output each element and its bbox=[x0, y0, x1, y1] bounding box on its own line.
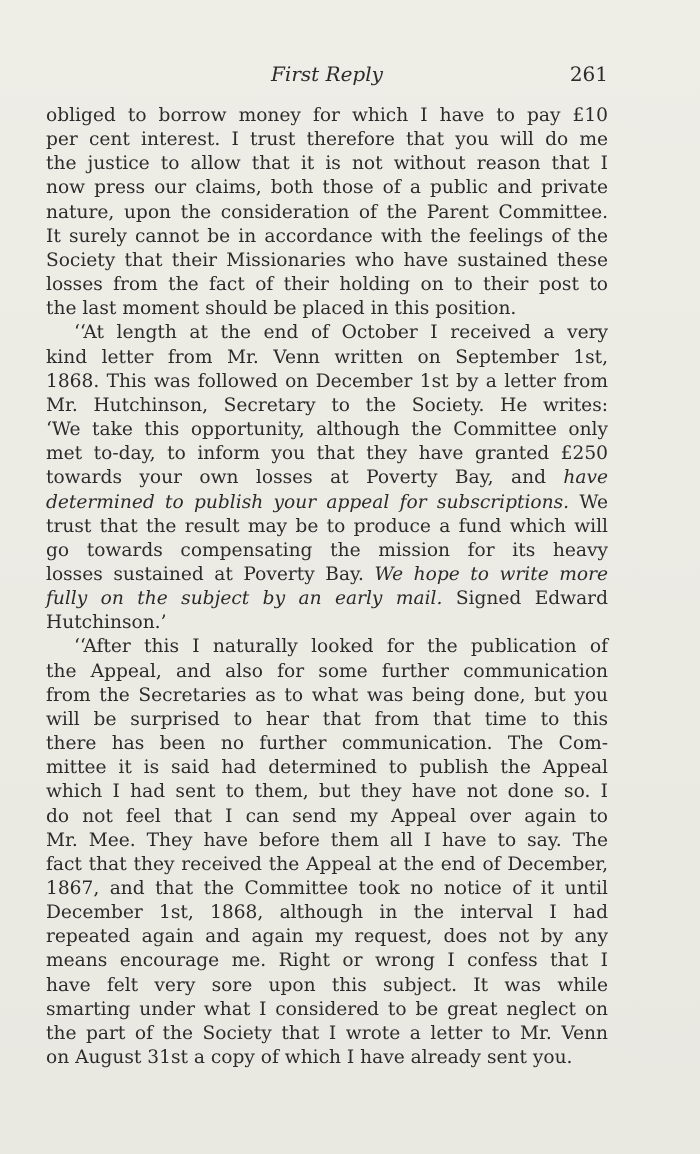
italic-segment: We hope to write more bbox=[374, 563, 608, 585]
text-line: smarting under what I considered to be great neglect on bbox=[46, 998, 608, 1020]
page-header bbox=[46, 62, 608, 92]
text-segment: towards your own losses at Poverty Bay, and bbox=[46, 467, 546, 489]
text-line: 1868. This was followed on December 1st by a letter from bbox=[46, 370, 608, 392]
text-segment: We bbox=[579, 491, 608, 513]
text-line: will be surprised to hear that from that time to this bbox=[46, 708, 608, 730]
text-line: obliged to borrow money for which I have to pay £10 bbox=[46, 105, 608, 126]
text-line: the part of the Society that I wrote a letter to Mr. Venn bbox=[46, 1022, 608, 1044]
italic-segment: have bbox=[563, 467, 608, 489]
text-line: on August 31st a copy of which I have already sent you. bbox=[46, 1047, 573, 1069]
text-line: the Appeal, and also for some further communication bbox=[46, 660, 608, 682]
text-line: nature, upon the consideration of the Parent Committee. bbox=[46, 201, 608, 223]
text-line: Mr. Mee. They have before them all I have to say. The bbox=[46, 829, 608, 851]
text-line: met to-day, to inform you that they have granted £250 bbox=[46, 443, 608, 465]
text-line: per cent interest. I trust therefore that you will do me bbox=[46, 129, 608, 151]
text-line: ‘‘After this I naturally looked for the publication of bbox=[74, 636, 608, 658]
text-line: losses from the fact of their holding on to their post to bbox=[46, 274, 608, 296]
text-line: the last moment should be placed in this position. bbox=[46, 298, 517, 320]
text-line: ‘‘At length at the end of October I received a very bbox=[74, 322, 608, 344]
text-line: now press our claims, both those of a public and private bbox=[46, 177, 608, 199]
text-line: repeated again and again my request, does not by any bbox=[46, 926, 608, 948]
text-line: mittee it is said had determined to publish the Appeal bbox=[46, 757, 608, 779]
text-line: there has been no further communication. The Com- bbox=[46, 733, 608, 755]
text-line: ‘We take this opportunity, although the Committee only bbox=[46, 419, 608, 441]
text-line: Hutchinson.’ bbox=[46, 612, 167, 634]
text-line: fact that they received the Appeal at the end of December, bbox=[46, 853, 608, 875]
page-number: 261 bbox=[569, 62, 608, 86]
text-line: December 1st, 1868, although in the interval I had bbox=[46, 902, 608, 924]
italic-segment: fully on the subject by an early mail. bbox=[46, 588, 443, 610]
running-title: First Reply bbox=[271, 62, 383, 86]
text-line: It surely cannot be in accordance with the feelings of the bbox=[46, 225, 608, 247]
text-line: kind letter from Mr. Venn written on September 1st, bbox=[46, 346, 608, 368]
text-line: 1867, and that the Committee took no notice of it until bbox=[46, 878, 608, 899]
text-line: the justice to allow that it is not without reason that I bbox=[46, 153, 608, 175]
text-line: trust that the result may be to produce a fund which will bbox=[46, 515, 608, 537]
text-line: from the Secretaries as to what was being done, but you bbox=[46, 684, 608, 706]
text-line: do not feel that I can send my Appeal over again to bbox=[46, 805, 608, 827]
body-text bbox=[46, 104, 608, 1070]
italic-segment: determined to publish your appeal for subscriptions. bbox=[46, 491, 570, 513]
text-line: which I had sent to them, but they have not done so. I bbox=[46, 781, 608, 803]
text-segment: losses sustained at Poverty Bay. bbox=[46, 563, 364, 585]
text-line bbox=[46, 466, 608, 490]
text-line: have felt very sore upon this subject. It was while bbox=[46, 974, 608, 996]
text-segment: Signed Edward bbox=[455, 588, 608, 610]
text-line bbox=[46, 491, 608, 515]
text-line: means encourage me. Right or wrong I confess that I bbox=[46, 950, 608, 972]
text-line: Society that their Missionaries who have sustained these bbox=[46, 249, 608, 271]
text-line bbox=[46, 587, 608, 611]
text-line: Mr. Hutchinson, Secretary to the Society. He writes: bbox=[46, 394, 608, 416]
text-line bbox=[46, 563, 608, 587]
text-line: go towards compensating the mission for its heavy bbox=[46, 539, 608, 561]
